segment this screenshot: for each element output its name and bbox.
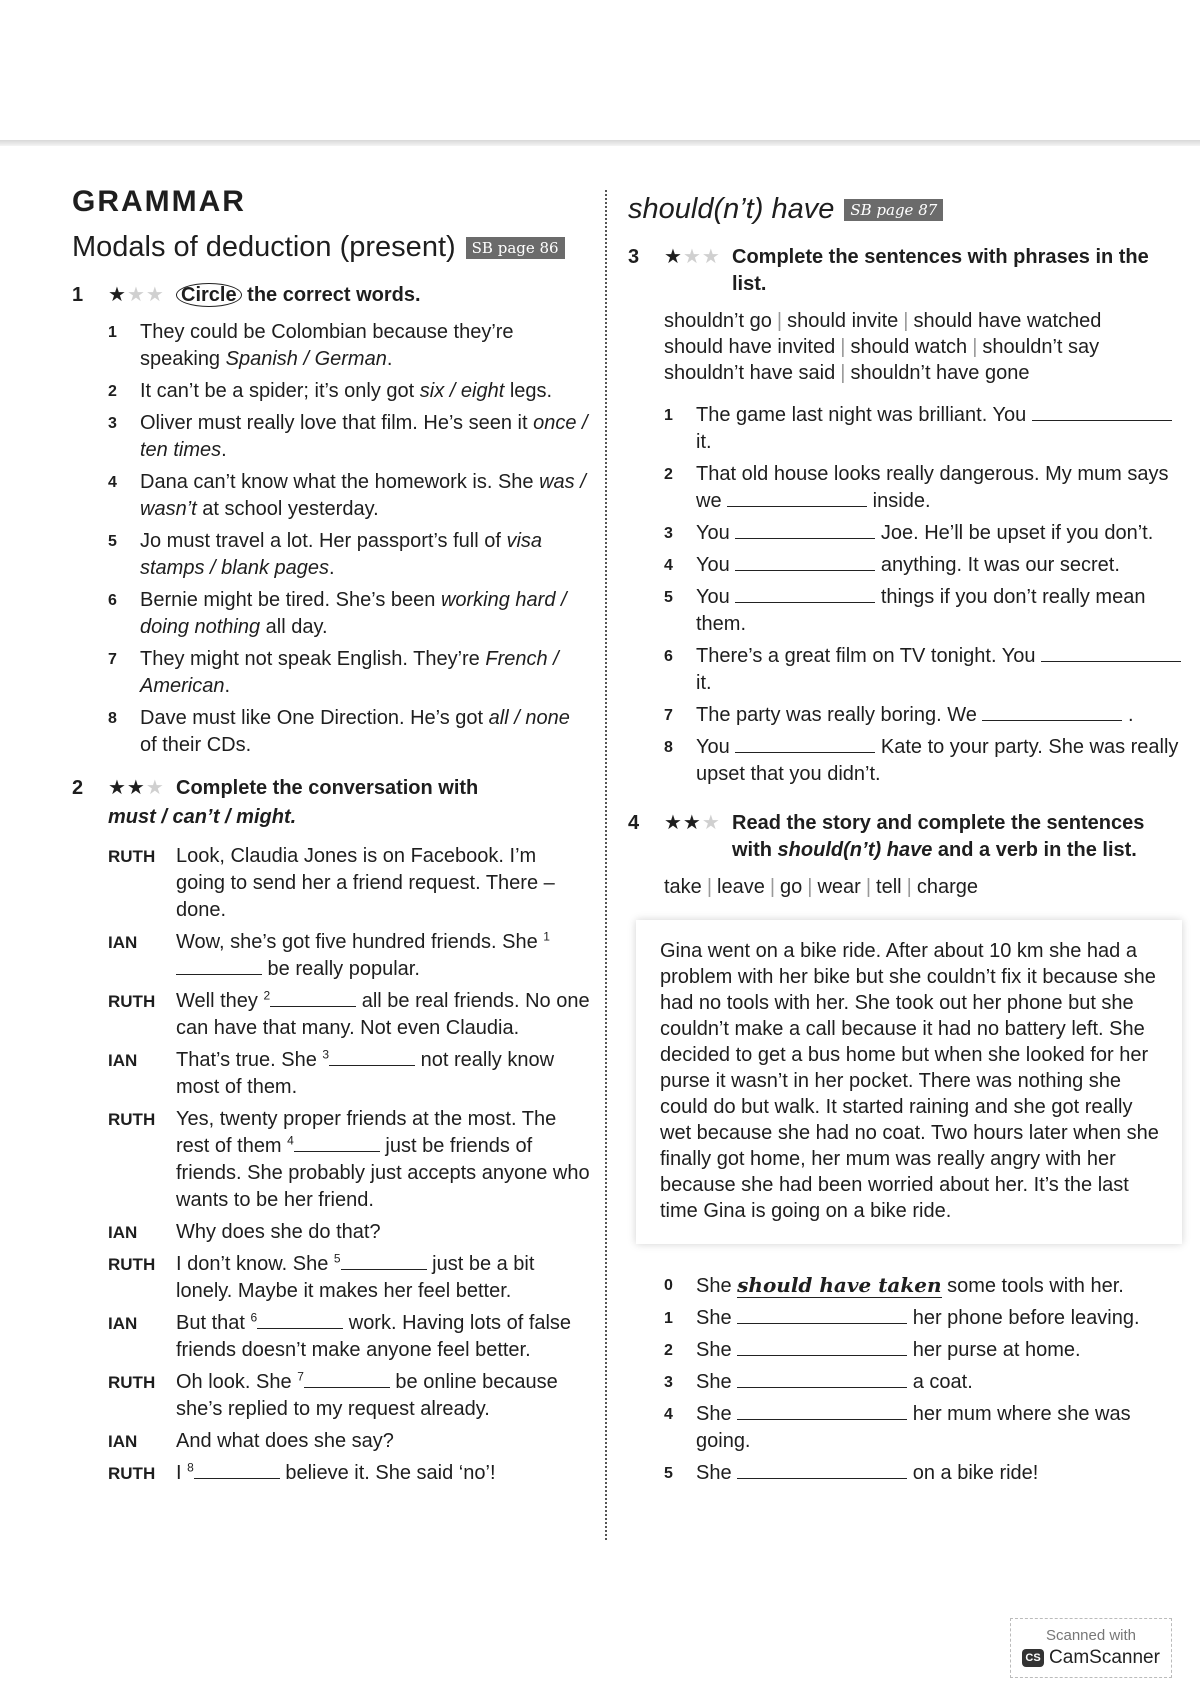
answer-blank[interactable] bbox=[294, 1135, 380, 1152]
exercise-1-heading bbox=[72, 282, 590, 309]
list-item bbox=[108, 319, 590, 373]
item-number: 3 bbox=[664, 525, 673, 542]
conversation-turn bbox=[108, 1106, 590, 1214]
item-number: 8 bbox=[108, 710, 117, 727]
answer-blank[interactable] bbox=[735, 586, 875, 603]
conversation-turn bbox=[108, 1369, 590, 1423]
list-item bbox=[664, 734, 1183, 788]
item-text: Dana can’t know what the homework is. She was / wasn’t at school yesterday. bbox=[140, 471, 586, 520]
phrase-option: shouldn’t go bbox=[664, 310, 772, 332]
list-item bbox=[108, 528, 590, 582]
verb-option: take bbox=[664, 876, 702, 898]
speaker-name: IAN bbox=[108, 1223, 138, 1242]
list-item bbox=[108, 410, 590, 464]
turn-text: That’s true. She $^3$ not really know most of them. bbox=[176, 1047, 555, 1098]
page-top-edge bbox=[0, 140, 1200, 146]
exercise-instruction: Complete the sentences with phrases in the list. bbox=[732, 246, 1149, 295]
conversation-turn bbox=[108, 1460, 590, 1487]
verb-list: take | leave | go | wear | tell | charge bbox=[664, 876, 978, 898]
item-number: 7 bbox=[664, 707, 673, 724]
story-box: Gina went on a bike ride. After about 10 km she had a problem with her bike but she couldn’t fix it because she had no tools with her. She took out her phone but she couldn’t make a call because it had no battery left. She decided to get a bus home but when she looked for her purse it wasn’t in her pocket. There was nothing she could do but walk. It started raining and she got really wet because she had no coat. Two hours later when she finally got home, her mum was really angry with her because she had been worried about her. It’s the last time Gina is going on a bike ride. bbox=[636, 920, 1182, 1244]
list-item bbox=[664, 461, 1183, 515]
item-text: The game last night was brilliant. You it. bbox=[696, 402, 1183, 456]
item-number: 5 bbox=[108, 533, 117, 550]
instruction-text: the correct words. bbox=[247, 284, 421, 306]
gap-number: 2 bbox=[263, 988, 271, 1003]
choice-options[interactable]: Spanish / German bbox=[225, 348, 387, 370]
list-item bbox=[664, 552, 1183, 579]
exercise-instruction: Read the story and complete the sentences with should(n’t) have and a verb in the list. bbox=[732, 812, 1145, 861]
exercise-number: 1 bbox=[72, 284, 84, 306]
speaker-name: IAN bbox=[108, 933, 138, 952]
item-number: 4 bbox=[664, 557, 673, 574]
verb-option: tell bbox=[876, 876, 902, 898]
conversation bbox=[108, 843, 590, 1487]
sb-page-tag: SB page 87 bbox=[844, 199, 943, 221]
verb-option: wear bbox=[817, 876, 861, 898]
item-number: 5 bbox=[664, 1465, 673, 1482]
exercise-instruction: Complete the conversation with bbox=[176, 777, 479, 799]
item-text: She her purse at home. bbox=[696, 1339, 1081, 1361]
exercise-number: 3 bbox=[628, 246, 640, 268]
exercise-number: 2 bbox=[72, 777, 84, 799]
item-number: 8 bbox=[664, 739, 673, 756]
speaker-name: RUTH bbox=[108, 1464, 156, 1483]
gap-number: 6 bbox=[250, 1310, 258, 1325]
circled-word: Circle bbox=[176, 283, 242, 307]
item-number: 2 bbox=[664, 1342, 673, 1359]
list-item bbox=[664, 643, 1183, 697]
exercise-number: 4 bbox=[628, 812, 640, 834]
answer-blank[interactable] bbox=[737, 1371, 907, 1388]
item-number: 6 bbox=[664, 648, 673, 665]
item-text: Oliver must really love that film. He’s seen it once / ten times. bbox=[140, 412, 588, 461]
list-item bbox=[108, 646, 590, 700]
speaker-name: IAN bbox=[108, 1051, 138, 1070]
conversation-turn bbox=[108, 1310, 590, 1364]
list-item bbox=[664, 1401, 1183, 1455]
item-text: They might not speak English. They’re French / American. bbox=[140, 648, 559, 697]
turn-text: Well they $^2$ all be real friends. No one can have that many. Not even Claudia. bbox=[176, 988, 590, 1039]
turn-text: Why does she do that? bbox=[176, 1221, 381, 1243]
item-number: 6 bbox=[108, 592, 117, 609]
phrase-option: shouldn’t say bbox=[982, 336, 1100, 358]
speaker-name: RUTH bbox=[108, 992, 156, 1011]
difficulty-stars: ★★★ bbox=[108, 284, 165, 306]
camscanner-logo-icon: CS bbox=[1022, 1649, 1044, 1667]
answer-blank[interactable] bbox=[982, 704, 1122, 721]
camscanner-badge bbox=[1010, 1618, 1172, 1678]
choice-options[interactable]: once / ten times bbox=[140, 412, 588, 461]
item-text: You Kate to your party. She was really upset that you didn’t. bbox=[696, 736, 1179, 785]
scanned-with-text: Scanned with bbox=[1045, 1627, 1137, 1644]
choice-options[interactable]: French / American bbox=[140, 648, 559, 697]
choice-options[interactable]: six / eight bbox=[419, 380, 505, 402]
answer-blank[interactable] bbox=[270, 990, 356, 1007]
gap-number: 1 bbox=[543, 929, 550, 944]
item-number: 1 bbox=[108, 324, 117, 341]
choice-options[interactable]: visa stamps / blank pages bbox=[140, 530, 543, 579]
list-item bbox=[664, 1337, 1183, 1364]
list-item bbox=[664, 520, 1183, 547]
brand-text: CamScanner bbox=[1049, 1647, 1160, 1668]
item-number: 3 bbox=[108, 415, 117, 432]
turn-text: And what does she say? bbox=[176, 1430, 394, 1452]
camscanner-brand bbox=[1011, 1647, 1171, 1669]
item-number: 5 bbox=[664, 589, 673, 606]
exercise-1-items bbox=[72, 319, 590, 759]
item-text: You Joe. He’ll be upset if you don’t. bbox=[696, 522, 1154, 544]
answer-blank[interactable] bbox=[735, 522, 875, 539]
item-number: 4 bbox=[108, 474, 117, 491]
item-text: Bernie might be tired. She’s been working hard / doing nothing all day. bbox=[140, 589, 567, 638]
item-number: 1 bbox=[664, 1310, 673, 1327]
speaker-name: IAN bbox=[108, 1432, 138, 1451]
choice-options[interactable]: all / none bbox=[488, 707, 570, 729]
column-divider bbox=[605, 190, 607, 1540]
answer-blank[interactable] bbox=[737, 1339, 907, 1356]
list-item bbox=[108, 587, 590, 641]
section-title-text: should(n’t) have bbox=[628, 193, 835, 225]
turn-text: Yes, twenty proper friends at the most. The rest of them $^4$ just be friends of friends. She probably just accepts anyone who wants to be her friend. bbox=[176, 1108, 590, 1211]
conversation-turn bbox=[108, 929, 590, 983]
item-number: 2 bbox=[108, 383, 117, 400]
exercise-4-items bbox=[628, 1272, 1183, 1487]
list-item bbox=[664, 702, 1183, 729]
answer-blank[interactable] bbox=[194, 1462, 280, 1479]
phrase-option: shouldn’t have gone bbox=[850, 362, 1030, 384]
answer-blank[interactable] bbox=[1041, 645, 1181, 662]
gap-number: 5 bbox=[333, 1251, 341, 1266]
answer-blank[interactable] bbox=[304, 1371, 390, 1388]
item-text: The party was really boring. We . bbox=[696, 704, 1134, 726]
answer-blank[interactable] bbox=[735, 554, 875, 571]
example-answer: should have taken bbox=[737, 1273, 942, 1297]
speaker-name: IAN bbox=[108, 1314, 138, 1333]
item-text: She her phone before leaving. bbox=[696, 1307, 1140, 1329]
answer-blank[interactable] bbox=[341, 1253, 427, 1270]
item-text: It can’t be a spider; it’s only got six / eight legs. bbox=[140, 380, 553, 402]
verb-option: go bbox=[780, 876, 803, 898]
turn-text: Oh look. She $^7$ be online because she’s replied to my request already. bbox=[176, 1369, 558, 1420]
turn-text: But that $^6$ work. Having lots of false friends doesn’t make anyone feel better. bbox=[176, 1310, 572, 1361]
exercise-instruction bbox=[176, 282, 421, 309]
verb-option: charge bbox=[916, 876, 978, 898]
conversation-turn bbox=[108, 988, 590, 1042]
phrase-list: shouldn’t go | should invite | should have watched should have invited | should watch | shouldn’t say shouldn’t have said | shouldn’t have gone bbox=[664, 310, 1102, 384]
phrase-option: shouldn’t have said bbox=[664, 362, 836, 384]
list-item bbox=[108, 469, 590, 523]
gap-number: 4 bbox=[287, 1133, 294, 1148]
list-item bbox=[664, 402, 1183, 456]
item-number: 3 bbox=[664, 1374, 673, 1391]
exercise-2-heading bbox=[72, 775, 590, 802]
turn-text: I $^8$ believe it. She said ‘no’! bbox=[176, 1460, 496, 1484]
speaker-name: RUTH bbox=[108, 847, 156, 866]
right-column bbox=[628, 185, 1183, 1492]
answer-blank[interactable] bbox=[257, 1312, 343, 1329]
exercise-3-heading bbox=[628, 244, 1183, 298]
sb-page-tag: SB page 86 bbox=[466, 237, 565, 259]
list-item bbox=[108, 378, 590, 405]
answer-blank[interactable] bbox=[737, 1403, 907, 1420]
item-number: 4 bbox=[664, 1406, 673, 1423]
speaker-name: RUTH bbox=[108, 1255, 156, 1274]
phrase-option: should watch bbox=[850, 336, 968, 358]
list-item bbox=[664, 1460, 1183, 1487]
item-text: She her mum where she was going. bbox=[696, 1403, 1131, 1452]
difficulty-stars: ★★★ bbox=[664, 246, 721, 268]
conversation-turn bbox=[108, 1047, 590, 1101]
section-title-text: Modals of deduction (present) bbox=[72, 231, 456, 263]
item-text: Jo must travel a lot. Her passport’s full of visa stamps / blank pages. bbox=[140, 530, 543, 579]
phrase-option: should have watched bbox=[913, 310, 1102, 332]
section-title-should-have bbox=[628, 193, 1183, 226]
item-text: That old house looks really dangerous. My mum says we inside. bbox=[696, 463, 1169, 512]
answer-blank[interactable] bbox=[735, 736, 875, 753]
item-text: Dave must like One Direction. He’s got all / none of their CDs. bbox=[140, 707, 570, 756]
exercise-2-options: must / can’t / might. bbox=[108, 806, 297, 828]
turn-text: Look, Claudia Jones is on Facebook. I’m going to send her a friend request. There – done. bbox=[176, 845, 555, 921]
exercise-4-heading bbox=[628, 810, 1183, 864]
item-text: They could be Colombian because they’re speaking Spanish / German. bbox=[140, 321, 514, 370]
item-number: 2 bbox=[664, 466, 673, 483]
list-item bbox=[664, 584, 1183, 638]
item-text: There’s a great film on TV tonight. You it. bbox=[696, 643, 1183, 697]
answer-blank[interactable] bbox=[727, 490, 867, 507]
choice-options[interactable]: was / wasn’t bbox=[140, 471, 586, 520]
conversation-turn bbox=[108, 1219, 590, 1246]
conversation-turn bbox=[108, 843, 590, 924]
item-text: You anything. It was our secret. bbox=[696, 554, 1120, 576]
turn-text: I don’t know. She $^5$ just be a bit lonely. Maybe it makes her feel better. bbox=[176, 1251, 535, 1302]
speaker-name: RUTH bbox=[108, 1110, 156, 1129]
item-text: She a coat. bbox=[696, 1371, 973, 1393]
conversation-turn bbox=[108, 1428, 590, 1455]
verb-option: leave bbox=[717, 876, 765, 898]
list-item bbox=[108, 705, 590, 759]
list-item bbox=[664, 1369, 1183, 1396]
difficulty-stars: ★★★ bbox=[664, 812, 721, 834]
exercise-3-items bbox=[628, 402, 1183, 788]
gap-number: 3 bbox=[322, 1047, 330, 1062]
answer-blank[interactable] bbox=[1032, 404, 1172, 421]
answer-blank[interactable] bbox=[329, 1049, 415, 1066]
item-text: She should have taken some tools with her. bbox=[696, 1273, 1124, 1297]
example-item bbox=[664, 1272, 1183, 1300]
left-column bbox=[72, 185, 590, 1492]
answer-blank[interactable] bbox=[176, 958, 262, 975]
item-text: You things if you don’t really mean them. bbox=[696, 586, 1146, 635]
turn-text: Wow, she’s got five hundred friends. She $^1$ be really popular. bbox=[176, 929, 550, 980]
section-title-modals bbox=[72, 231, 590, 264]
phrase-option: should have invited bbox=[664, 336, 836, 358]
item-number: 1 bbox=[664, 407, 673, 424]
grammar-heading: GRAMMAR bbox=[72, 185, 246, 218]
list-item bbox=[664, 1305, 1183, 1332]
item-number: 0 bbox=[664, 1277, 673, 1294]
answer-blank[interactable] bbox=[737, 1307, 907, 1324]
phrase-option: should invite bbox=[787, 310, 899, 332]
answer-blank[interactable] bbox=[737, 1462, 907, 1479]
choice-options[interactable]: working hard / doing nothing bbox=[140, 589, 567, 638]
conversation-turn bbox=[108, 1251, 590, 1305]
gap-number: 7 bbox=[297, 1369, 304, 1384]
speaker-name: RUTH bbox=[108, 1373, 156, 1392]
gap-number: 8 bbox=[187, 1460, 194, 1475]
item-text: She on a bike ride! bbox=[696, 1462, 1039, 1484]
difficulty-stars: ★★★ bbox=[108, 777, 165, 799]
item-number: 7 bbox=[108, 651, 117, 668]
